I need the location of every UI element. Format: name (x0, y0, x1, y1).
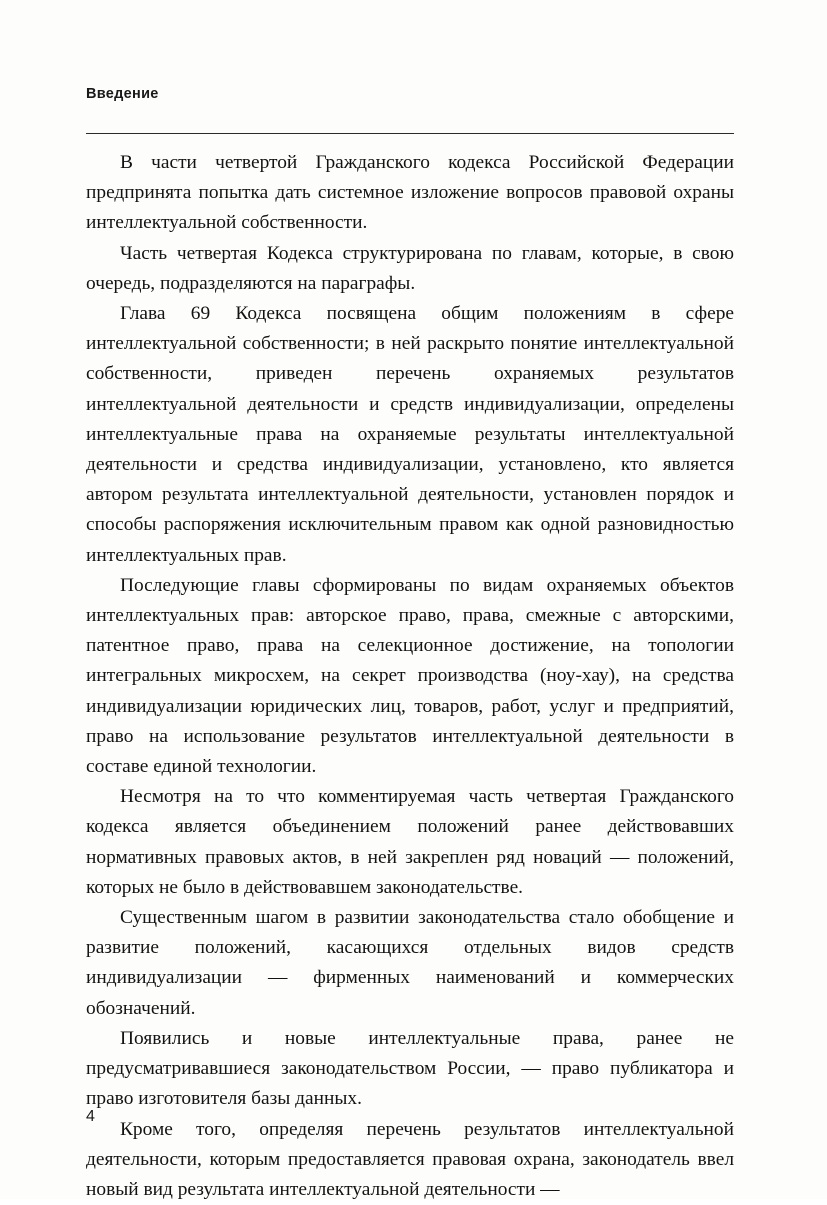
paragraph: Кроме того, определяя перечень результатов интеллектуальной деятельности, которым предоставляется правовая охрана, законодатель ввел новый вид результата интеллектуальной деятельности — (86, 1115, 734, 1205)
paragraph: Глава 69 Кодекса посвящена общим положениям в сфере интеллектуальной собственности; в ней раскрыто понятие интеллектуальной собственности, приведен перечень охраняемых результатов интеллектуальной деятельности и средств индивидуализации, определены интеллектуальные права на охраняемые результаты интеллектуальной деятельности и средства индивидуализации, установлено, кто является автором результата интеллектуальной деятельности, установлен порядок и способы распоряжения исключительным правом как одной разновидностью интеллектуальных прав. (86, 299, 734, 571)
page-number: 4 (86, 1108, 95, 1126)
running-head: Введение (86, 86, 734, 102)
paragraph: Несмотря на то что комментируемая часть четвертая Гражданского кодекса является объединением положений ранее действовавших нормативных правовых актов, в ней закреплен ряд новаций — положений, которых не было в действовавшем законодательстве. (86, 782, 734, 903)
paragraph: В части четвертой Гражданского кодекса Российской Федерации предпринята попытка дать системное изложение вопросов правовой охраны интеллектуальной собственности. (86, 148, 734, 239)
paragraph: Появились и новые интеллектуальные права, ранее не предусматривавшиеся законодательством России, — право публикатора и право изготовителя базы данных. (86, 1024, 734, 1115)
paragraph: Часть четвертая Кодекса структурирована по главам, которые, в свою очередь, подразделяются на параграфы. (86, 239, 734, 299)
body-text (86, 148, 734, 1205)
page-header (86, 86, 734, 102)
paragraph: Существенным шагом в развитии законодательства стало обобщение и развитие положений, касающихся отдельных видов средств индивидуализации — фирменных наименований и коммерческих обозначений. (86, 903, 734, 1024)
paragraph: Последующие главы сформированы по видам охраняемых объектов интеллектуальных прав: авторское право, права, смежные с авторскими, патентное право, права на селекционное достижение, на топологии интегральных микросхем, на секрет производства (ноу-хау), на средства индивидуализации юридических лиц, товаров, работ, услуг и предприятий, право на использование результатов интеллектуальной деятельности в составе единой технологии. (86, 571, 734, 782)
header-rule (86, 133, 734, 134)
